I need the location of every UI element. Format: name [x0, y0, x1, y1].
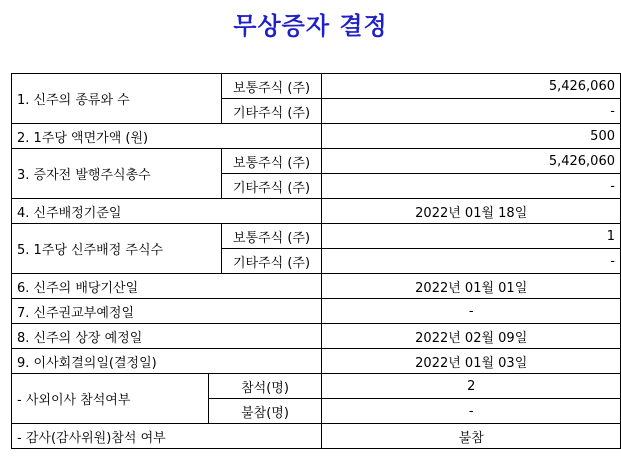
table-row: [12, 149, 621, 174]
par-value-value: 500: [322, 124, 621, 149]
board-date-label: 9. 이사회결의일(결정일): [12, 349, 322, 374]
other-stock-label: 기타주식 (주): [221, 99, 322, 124]
common-stock-label: 보통주식 (주): [221, 149, 322, 174]
listing-date-value: 2022년 02월 09일: [322, 324, 621, 349]
other-stock-label: 기타주식 (주): [221, 249, 322, 274]
table-row: [12, 224, 621, 249]
new-shares-other-value: -: [322, 99, 621, 124]
pre-issued-other-value: -: [322, 174, 621, 199]
page-title: 무상증자 결정: [233, 11, 388, 40]
table-row: [12, 74, 621, 99]
outside-directors-label: - 사외이사 참석여부: [12, 374, 209, 424]
listing-date-label: 8. 신주의 상장 예정일: [12, 324, 322, 349]
present-label: 참석(명): [208, 374, 322, 399]
table-row: [12, 124, 621, 149]
absent-label: 불참(명): [208, 399, 322, 424]
per-share-label: 5. 1주당 신주배정 주식수: [12, 224, 222, 274]
new-shares-label: 1. 신주의 종류와 수: [12, 74, 222, 124]
other-stock-label: 기타주식 (주): [221, 174, 322, 199]
per-share-common-value: 1: [322, 224, 621, 249]
present-value: 2: [322, 374, 621, 399]
table-row: [12, 274, 621, 299]
common-stock-label: 보통주식 (주): [221, 224, 322, 249]
pre-issued-common-value: 5,426,060: [322, 149, 621, 174]
per-share-other-value: -: [322, 249, 621, 274]
common-stock-label: 보통주식 (주): [221, 74, 322, 99]
dividend-start-label: 6. 신주의 배당기산일: [12, 274, 322, 299]
table-row: [12, 299, 621, 324]
auditor-value: 불참: [322, 424, 621, 449]
dividend-start-value: 2022년 01월 01일: [322, 274, 621, 299]
par-value-label: 2. 1주당 액면가액 (원): [12, 124, 322, 149]
absent-value: -: [322, 399, 621, 424]
table-row: [12, 374, 621, 399]
board-date-value: 2022년 01월 03일: [322, 349, 621, 374]
certificate-date-value: -: [322, 299, 621, 324]
new-shares-common-value: 5,426,060: [322, 74, 621, 99]
table-row: [12, 199, 621, 224]
table-row: [12, 324, 621, 349]
disclosure-table: [11, 73, 621, 449]
auditor-label: - 감사(감사위원)참석 여부: [12, 424, 322, 449]
certificate-date-label: 7. 신주권교부예정일: [12, 299, 322, 324]
table-row: [12, 424, 621, 449]
pre-issued-label: 3. 증자전 발행주식총수: [12, 149, 222, 199]
table-row: [12, 349, 621, 374]
record-date-value: 2022년 01월 18일: [322, 199, 621, 224]
record-date-label: 4. 신주배정기준일: [12, 199, 322, 224]
